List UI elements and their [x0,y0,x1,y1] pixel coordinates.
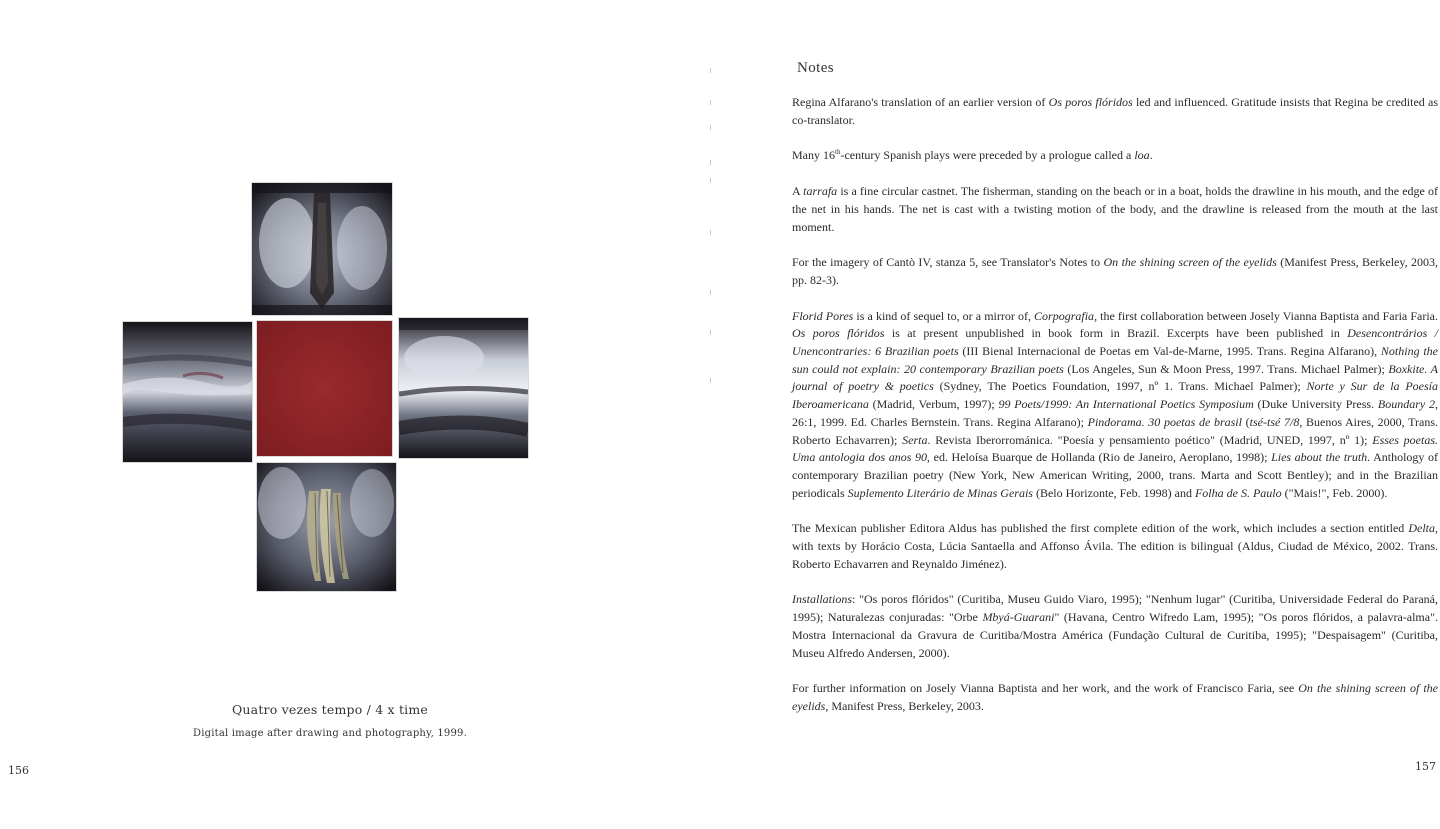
note-paragraph [792,183,1438,236]
note-italic-text: tarrafa [803,184,838,199]
note-text: . Revista Iberorrománica. "Poesía y pensamiento poético" (Madrid, UNED, 1997, nº 1); [927,432,1373,447]
note-paragraph [792,147,1438,165]
note-italic-text: Os poros flóridos [792,326,885,341]
note-text: , with texts by Horácio Costa, Lúcia Santaella and Affonso Ávila. The edition is bilingual (Aldus, Ciudad de México, 2002. Trans. Roberto Echavarren and Reynaldo Jiménez). [792,521,1438,571]
note-text: (Los Angeles, Sun & Moon Press, 1997. Trans. Michael Palmer); [1063,361,1389,376]
note-text: Many 16 [792,148,835,163]
note-text: is at present unpublished in book form in Brazil. Excerpts have been published in [884,326,1348,341]
note-text: , Buenos Aires, 2000, Trans. Roberto Echavarren); [792,414,1439,447]
note-paragraph [792,591,1438,662]
notes-heading: Notes [797,60,834,76]
note-italic-text: Folha de S. Paulo [1194,485,1282,500]
note-text: (Madrid, Verbum, 1997); [868,397,999,412]
note-italic-text: Esses poetas. Uma antologia dos anos 90 [792,432,1438,465]
note-italic-text: Florid Pores [792,308,854,323]
note-italic-text: Pindorama. 30 poetas de brasil [1087,414,1242,429]
note-italic-text: 99 Poets/1999: An International Poetics Symposium [998,397,1254,412]
note-paragraph [792,254,1438,289]
artwork-tile-bottom [257,463,396,591]
note-italic-text: Mbyá-Guarani [982,610,1055,625]
note-text: (Duke University Press. [1253,397,1378,412]
note-text: The Mexican publisher Editora Aldus has published the first complete edition of the work, which includes a section entitled [792,521,1409,536]
note-text: ( [1241,414,1250,429]
note-text: is a fine circular castnet. The fisherman, standing on the beach or in a boat, holds the drawline in his mouth, and the edge of the net in his hands. The net is cast with a twisting motion of the body, and the drawline is released from the mouth at the last moment. [792,184,1438,234]
artwork-tile-center-red [257,321,392,456]
note-text: , 26:1, 1999. Ed. Charles Bernstein. Trans. Regina Alfarano); [792,397,1438,429]
note-italic-text: Norte y Sur de la Poesía Iberoamericana [792,379,1439,412]
note-italic-text: tsé-tsé 7/8 [1249,414,1300,429]
note-text: (Sydney, The Poetics Foundation, 1997, nº 1. Trans. Michael Palmer); [933,379,1307,394]
note-text: , the first collaboration between Josely Vianna Baptista and Faria Faria. [1094,308,1439,323]
page-number-left: 156 [8,764,29,777]
note-italic-text: Desencontrários / Unencontraries: 6 Brazilian poets [792,326,1438,359]
note-paragraph [792,308,1438,503]
note-text: led and influenced. Gratitude insists that Regina be credited as co-translator. [792,95,1439,127]
note-text: Regina Alfarano's translation of an earlier version of [792,95,1049,109]
note-italic-text: Lies about the truth [1271,450,1368,465]
note-italic-text: On the shining screen of the eyelids [792,681,1438,713]
note-italic-text: Nothing the sun could not explain: 20 contemporary Brazilian poets [792,344,1438,376]
note-text: is a kind of sequel to, or a mirror of, [853,308,1035,323]
artwork-tile-right [399,318,528,458]
note-italic-text: loa [1134,148,1150,163]
note-italic-text: Boundary 2 [1377,397,1435,412]
right-page [712,0,1440,829]
note-paragraph [792,94,1438,129]
page-number-right: 157 [1415,760,1436,773]
note-text: (III Bienal Internacional de Poetas em Val-de-Marne, 1995. Trans. Regina Alfarano), [958,344,1381,359]
note-italic-text: Delta [1408,521,1435,536]
note-text: . Anthology of contemporary Brazilian poetry (New York, New American Writing, 2000, trans. Marta and Scott Bentley); and in the Brazilian periodicals [792,450,1438,500]
note-text: -century Spanish plays were preceded by a prologue called a [840,148,1135,163]
notes-body [792,94,1438,734]
artwork-caption-title: Quatro vezes tempo / 4 x time [231,702,429,717]
note-text: (Belo Horizonte, Feb. 1998) and [1032,485,1195,500]
artwork-cross [120,180,532,594]
note-italic-text: Serta [902,432,928,447]
note-text: (Manifest Press, Berkeley, 2003, pp. 82-3). [792,255,1438,287]
note-text: For the imagery of Cantò IV, stanza 5, see Translator's Notes to [792,255,1104,270]
note-italic-text: Boxkite. A journal of poetry & poetics [792,361,1438,394]
note-text: . [1149,148,1153,163]
left-page [0,0,712,829]
note-text: " (Havana, Centro Wifredo Lam, 1995); "Os poros flóridos, a palavra-alma". Mostra Internacional da Gravura de Curitiba/Mostra América (Fundação Cultural de Curitiba, 1995); "Despaisagem" (Curitiba, Museu Alfredo Andersen, 2000). [792,610,1438,660]
note-paragraph [792,680,1438,715]
note-text: A [792,184,804,199]
artwork-tile-top [252,183,392,315]
note-italic-text: Installations [792,592,853,607]
note-text: , ed. Heloísa Buarque de Hollanda (Rio de Janeiro, Aeroplano, 1998); [927,450,1272,465]
note-italic-text: Suplemento Literário de Minas Gerais [847,485,1033,500]
artwork-caption-subtitle: Digital image after drawing and photography, 1999. [193,728,467,739]
note-paragraph [792,520,1438,573]
note-text: ("Mais!", Feb. 2000). [1281,485,1388,500]
note-italic-text: Os poros flóridos [1048,95,1133,109]
artwork-tile-left [123,322,252,462]
note-text: For further information on Josely Vianna Baptista and her work, and the work of Francisco Faria, see [792,681,1299,696]
note-italic-text: On the shining screen of the eyelids [1103,255,1277,270]
note-text: : "Os poros flóridos" (Curitiba, Museu Guido Viaro, 1995); "Nenhum lugar" (Curitiba, Universidade Federal do Paraná, 1995); Naturalezas conjuradas: "Orbe [792,592,1438,625]
note-superscript: th [835,148,841,157]
note-italic-text: Corpografia [1034,308,1095,323]
note-text: , Manifest Press, Berkeley, 2003. [825,698,984,713]
